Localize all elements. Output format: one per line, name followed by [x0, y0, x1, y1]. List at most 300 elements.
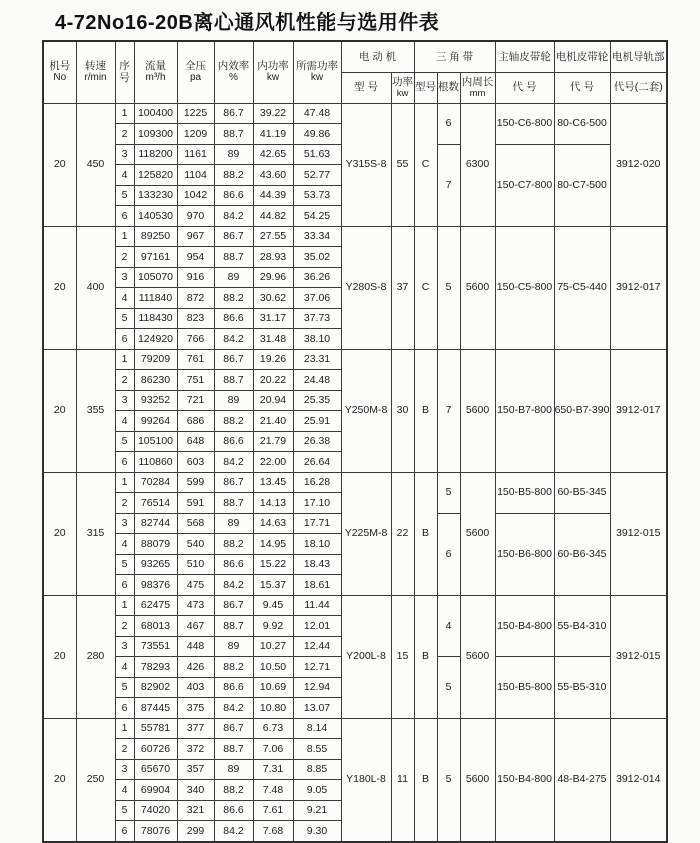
flow-cell: 140530 [134, 206, 177, 227]
motor-power-cell: 11 [391, 718, 414, 842]
pressure-cell: 766 [177, 329, 214, 350]
header-belt-count: 根数 [437, 72, 460, 103]
machine-no-cell: 20 [43, 595, 76, 718]
efficiency-cell: 88.2 [214, 780, 253, 801]
power-cell: 15.37 [253, 575, 293, 596]
header-motor-pulley-code: 代 号 [554, 72, 610, 103]
motor-power-cell: 55 [391, 103, 414, 226]
required-power-cell: 54.25 [293, 206, 341, 227]
pressure-cell: 340 [177, 780, 214, 801]
flow-cell: 100400 [134, 103, 177, 124]
belt-count-cell: 7 [437, 144, 460, 226]
required-power-cell: 36.26 [293, 267, 341, 288]
power-cell: 27.55 [253, 226, 293, 247]
main-pulley-cell: 150-C6-800 [495, 103, 554, 144]
efficiency-cell: 84.2 [214, 206, 253, 227]
required-power-cell: 18.61 [293, 575, 341, 596]
efficiency-cell: 86.6 [214, 554, 253, 575]
flow-cell: 88079 [134, 534, 177, 555]
belt-model-cell: C [414, 103, 437, 226]
required-power-cell: 9.21 [293, 800, 341, 821]
pressure-cell: 377 [177, 718, 214, 739]
efficiency-cell: 86.7 [214, 472, 253, 493]
power-cell: 31.48 [253, 329, 293, 350]
belt-count-cell: 4 [437, 595, 460, 657]
seq-cell: 6 [115, 575, 134, 596]
power-cell: 13.45 [253, 472, 293, 493]
seq-cell: 3 [115, 390, 134, 411]
efficiency-cell: 88.2 [214, 657, 253, 678]
required-power-cell: 49.86 [293, 124, 341, 145]
required-power-cell: 38.10 [293, 329, 341, 350]
efficiency-cell: 86.7 [214, 349, 253, 370]
motor-model-cell: Y315S-8 [341, 103, 391, 226]
flow-cell: 60726 [134, 739, 177, 760]
main-pulley-cell: 150-B7-800 [495, 349, 554, 472]
required-power-cell: 52.77 [293, 165, 341, 186]
required-power-cell: 37.73 [293, 308, 341, 329]
seq-cell: 1 [115, 226, 134, 247]
required-power-cell: 35.02 [293, 247, 341, 268]
efficiency-cell: 84.2 [214, 821, 253, 842]
required-power-cell: 18.43 [293, 554, 341, 575]
pressure-cell: 1161 [177, 144, 214, 165]
flow-cell: 105100 [134, 431, 177, 452]
header-seq: 序 号 [115, 41, 134, 103]
efficiency-cell: 89 [214, 144, 253, 165]
belt-count-cell: 5 [437, 226, 460, 349]
pressure-cell: 473 [177, 595, 214, 616]
pressure-cell: 1042 [177, 185, 214, 206]
motor-model-cell: Y280S-8 [341, 226, 391, 349]
flow-cell: 93265 [134, 554, 177, 575]
pressure-cell: 916 [177, 267, 214, 288]
pressure-cell: 448 [177, 636, 214, 657]
header-motor-pulley: 电机皮带轮 [554, 41, 610, 72]
power-cell: 22.00 [253, 452, 293, 473]
efficiency-cell: 86.7 [214, 103, 253, 124]
rail-code-cell: 3912-020 [610, 103, 667, 226]
flow-cell: 82902 [134, 677, 177, 698]
pressure-cell: 823 [177, 308, 214, 329]
flow-cell: 73551 [134, 636, 177, 657]
table-row [43, 226, 667, 247]
pressure-cell: 648 [177, 431, 214, 452]
pressure-cell: 375 [177, 698, 214, 719]
required-power-cell: 37.06 [293, 288, 341, 309]
table-header [43, 41, 667, 103]
motor-model-cell: Y250M-8 [341, 349, 391, 472]
power-cell: 29.96 [253, 267, 293, 288]
flow-cell: 118200 [134, 144, 177, 165]
motor-model-cell: Y180L-8 [341, 718, 391, 842]
power-cell: 7.31 [253, 759, 293, 780]
seq-cell: 5 [115, 800, 134, 821]
power-cell: 39.22 [253, 103, 293, 124]
pressure-cell: 467 [177, 616, 214, 637]
power-cell: 21.79 [253, 431, 293, 452]
required-power-cell: 12.71 [293, 657, 341, 678]
power-cell: 10.50 [253, 657, 293, 678]
power-cell: 7.48 [253, 780, 293, 801]
speed-cell: 280 [76, 595, 115, 718]
flow-cell: 78293 [134, 657, 177, 678]
seq-cell: 5 [115, 185, 134, 206]
seq-cell: 4 [115, 534, 134, 555]
header-belt-length: 内周长 mm [460, 72, 495, 103]
required-power-cell: 24.48 [293, 370, 341, 391]
pressure-cell: 603 [177, 452, 214, 473]
efficiency-cell: 84.2 [214, 575, 253, 596]
machine-no-cell: 20 [43, 472, 76, 595]
main-pulley-cell: 150-B5-800 [495, 472, 554, 513]
power-cell: 19.26 [253, 349, 293, 370]
efficiency-cell: 88.7 [214, 124, 253, 145]
efficiency-cell: 86.6 [214, 800, 253, 821]
speed-cell: 315 [76, 472, 115, 595]
efficiency-cell: 88.7 [214, 616, 253, 637]
pressure-cell: 599 [177, 472, 214, 493]
header-belt-group: 三 角 带 [414, 41, 495, 72]
power-cell: 43.60 [253, 165, 293, 186]
required-power-cell: 18.10 [293, 534, 341, 555]
flow-cell: 118430 [134, 308, 177, 329]
efficiency-cell: 84.2 [214, 698, 253, 719]
flow-cell: 70284 [134, 472, 177, 493]
seq-cell: 3 [115, 513, 134, 534]
table-row [43, 595, 667, 616]
efficiency-cell: 89 [214, 390, 253, 411]
belt-count-cell: 6 [437, 103, 460, 144]
flow-cell: 105070 [134, 267, 177, 288]
flow-cell: 55781 [134, 718, 177, 739]
belt-length-cell: 5600 [460, 472, 495, 595]
seq-cell: 2 [115, 739, 134, 760]
seq-cell: 6 [115, 698, 134, 719]
motor-pulley-cell: 48-B4-275 [554, 718, 610, 842]
power-cell: 31.17 [253, 308, 293, 329]
flow-cell: 79209 [134, 349, 177, 370]
belt-count-cell: 5 [437, 718, 460, 842]
belt-count-cell: 5 [437, 472, 460, 513]
header-main-pulley-code: 代 号 [495, 72, 554, 103]
rail-code-cell: 3912-017 [610, 226, 667, 349]
power-cell: 10.27 [253, 636, 293, 657]
pressure-cell: 761 [177, 349, 214, 370]
power-cell: 14.13 [253, 493, 293, 514]
rail-code-cell: 3912-015 [610, 472, 667, 595]
seq-cell: 2 [115, 247, 134, 268]
seq-cell: 4 [115, 288, 134, 309]
motor-pulley-cell: 75-C5-440 [554, 226, 610, 349]
seq-cell: 3 [115, 636, 134, 657]
header-required-power: 所需功率 kw [293, 41, 341, 103]
efficiency-cell: 86.7 [214, 226, 253, 247]
required-power-cell: 25.35 [293, 390, 341, 411]
flow-cell: 78076 [134, 821, 177, 842]
seq-cell: 5 [115, 677, 134, 698]
pressure-cell: 751 [177, 370, 214, 391]
pressure-cell: 568 [177, 513, 214, 534]
efficiency-cell: 84.2 [214, 452, 253, 473]
seq-cell: 4 [115, 411, 134, 432]
pressure-cell: 1104 [177, 165, 214, 186]
efficiency-cell: 88.7 [214, 493, 253, 514]
efficiency-cell: 88.2 [214, 288, 253, 309]
flow-cell: 86230 [134, 370, 177, 391]
power-cell: 7.61 [253, 800, 293, 821]
flow-cell: 89250 [134, 226, 177, 247]
required-power-cell: 26.38 [293, 431, 341, 452]
required-power-cell: 17.71 [293, 513, 341, 534]
flow-cell: 99264 [134, 411, 177, 432]
belt-model-cell: B [414, 349, 437, 472]
power-cell: 20.22 [253, 370, 293, 391]
pressure-cell: 321 [177, 800, 214, 821]
required-power-cell: 9.05 [293, 780, 341, 801]
power-cell: 9.45 [253, 595, 293, 616]
pressure-cell: 510 [177, 554, 214, 575]
motor-power-cell: 30 [391, 349, 414, 472]
required-power-cell: 13.07 [293, 698, 341, 719]
flow-cell: 98376 [134, 575, 177, 596]
required-power-cell: 8.85 [293, 759, 341, 780]
efficiency-cell: 89 [214, 513, 253, 534]
machine-no-cell: 20 [43, 226, 76, 349]
header-main-pulley: 主轴皮带轮 [495, 41, 554, 72]
page-title: 4-72No16-20B离心通风机性能与选用件表 [55, 12, 440, 34]
power-cell: 28.93 [253, 247, 293, 268]
motor-pulley-cell: 80-C7-500 [554, 144, 610, 226]
efficiency-cell: 88.2 [214, 411, 253, 432]
rail-code-cell: 3912-017 [610, 349, 667, 472]
required-power-cell: 9.30 [293, 821, 341, 842]
required-power-cell: 12.44 [293, 636, 341, 657]
header-power: 内功率 kw [253, 41, 293, 103]
main-pulley-cell: 150-B4-800 [495, 595, 554, 657]
power-cell: 7.68 [253, 821, 293, 842]
efficiency-cell: 88.7 [214, 370, 253, 391]
motor-pulley-cell: 80-C6-500 [554, 103, 610, 144]
pressure-cell: 967 [177, 226, 214, 247]
pressure-cell: 954 [177, 247, 214, 268]
seq-cell: 3 [115, 267, 134, 288]
required-power-cell: 8.14 [293, 718, 341, 739]
power-cell: 15.22 [253, 554, 293, 575]
main-pulley-cell: 150-B6-800 [495, 513, 554, 595]
flow-cell: 97161 [134, 247, 177, 268]
belt-length-cell: 5600 [460, 718, 495, 842]
efficiency-cell: 86.6 [214, 431, 253, 452]
power-cell: 30.62 [253, 288, 293, 309]
main-pulley-cell: 150-C5-800 [495, 226, 554, 349]
pressure-cell: 970 [177, 206, 214, 227]
flow-cell: 65670 [134, 759, 177, 780]
efficiency-cell: 89 [214, 267, 253, 288]
efficiency-cell: 86.6 [214, 185, 253, 206]
table-row [43, 349, 667, 370]
efficiency-cell: 88.2 [214, 534, 253, 555]
belt-length-cell: 5600 [460, 595, 495, 718]
power-cell: 21.40 [253, 411, 293, 432]
belt-model-cell: B [414, 718, 437, 842]
belt-count-cell: 6 [437, 513, 460, 595]
seq-cell: 1 [115, 349, 134, 370]
table-body [43, 103, 667, 842]
seq-cell: 2 [115, 493, 134, 514]
flow-cell: 87445 [134, 698, 177, 719]
flow-cell: 111840 [134, 288, 177, 309]
speed-cell: 400 [76, 226, 115, 349]
seq-cell: 4 [115, 780, 134, 801]
power-cell: 6.73 [253, 718, 293, 739]
power-cell: 14.63 [253, 513, 293, 534]
header-motor-model: 型 号 [341, 72, 391, 103]
seq-cell: 2 [115, 616, 134, 637]
pressure-cell: 403 [177, 677, 214, 698]
seq-cell: 2 [115, 124, 134, 145]
required-power-cell: 17.10 [293, 493, 341, 514]
efficiency-cell: 84.2 [214, 329, 253, 350]
efficiency-cell: 88.7 [214, 739, 253, 760]
motor-pulley-cell: 60-B5-345 [554, 472, 610, 513]
power-cell: 20.94 [253, 390, 293, 411]
header-motor-group: 电 动 机 [341, 41, 414, 72]
performance-table [42, 40, 668, 843]
belt-count-cell: 5 [437, 657, 460, 719]
header-pressure: 全压 pa [177, 41, 214, 103]
flow-cell: 133230 [134, 185, 177, 206]
belt-length-cell: 5600 [460, 226, 495, 349]
pressure-cell: 1209 [177, 124, 214, 145]
motor-power-cell: 37 [391, 226, 414, 349]
seq-cell: 5 [115, 308, 134, 329]
flow-cell: 125820 [134, 165, 177, 186]
pressure-cell: 372 [177, 739, 214, 760]
power-cell: 41.19 [253, 124, 293, 145]
efficiency-cell: 86.6 [214, 677, 253, 698]
speed-cell: 450 [76, 103, 115, 226]
header-rail-code: 代号(二套) [610, 72, 667, 103]
header-flow: 流量 m³/h [134, 41, 177, 103]
main-pulley-cell: 150-C7-800 [495, 144, 554, 226]
flow-cell: 82744 [134, 513, 177, 534]
power-cell: 44.82 [253, 206, 293, 227]
pressure-cell: 357 [177, 759, 214, 780]
required-power-cell: 12.94 [293, 677, 341, 698]
required-power-cell: 8.55 [293, 739, 341, 760]
machine-no-cell: 20 [43, 718, 76, 842]
seq-cell: 2 [115, 370, 134, 391]
pressure-cell: 540 [177, 534, 214, 555]
efficiency-cell: 86.7 [214, 595, 253, 616]
seq-cell: 5 [115, 431, 134, 452]
seq-cell: 6 [115, 329, 134, 350]
motor-pulley-cell: 55-B5-310 [554, 657, 610, 719]
rail-code-cell: 3912-014 [610, 718, 667, 842]
power-cell: 42.65 [253, 144, 293, 165]
required-power-cell: 12.01 [293, 616, 341, 637]
pressure-cell: 1225 [177, 103, 214, 124]
required-power-cell: 26.64 [293, 452, 341, 473]
header-machine-no: 机号 No [43, 41, 76, 103]
belt-model-cell: B [414, 472, 437, 595]
motor-model-cell: Y225M-8 [341, 472, 391, 595]
header-motor-power: 功率 kw [391, 72, 414, 103]
motor-pulley-cell: 650-B7-390 [554, 349, 610, 472]
rail-code-cell: 3912-015 [610, 595, 667, 718]
power-cell: 10.80 [253, 698, 293, 719]
required-power-cell: 47.48 [293, 103, 341, 124]
flow-cell: 74020 [134, 800, 177, 821]
power-cell: 14.95 [253, 534, 293, 555]
table-row [43, 472, 667, 493]
speed-cell: 250 [76, 718, 115, 842]
page [0, 6, 700, 837]
header-belt-model: 型号 [414, 72, 437, 103]
efficiency-cell: 89 [214, 636, 253, 657]
machine-no-cell: 20 [43, 103, 76, 226]
header-rail: 电机导轨部 [610, 41, 667, 72]
motor-pulley-cell: 55-B4-310 [554, 595, 610, 657]
flow-cell: 93252 [134, 390, 177, 411]
main-pulley-cell: 150-B4-800 [495, 718, 554, 842]
motor-model-cell: Y200L-8 [341, 595, 391, 718]
required-power-cell: 11.44 [293, 595, 341, 616]
flow-cell: 69904 [134, 780, 177, 801]
seq-cell: 6 [115, 206, 134, 227]
seq-cell: 3 [115, 759, 134, 780]
efficiency-cell: 88.2 [214, 165, 253, 186]
pressure-cell: 299 [177, 821, 214, 842]
power-cell: 10.69 [253, 677, 293, 698]
flow-cell: 110860 [134, 452, 177, 473]
table-row [43, 718, 667, 739]
seq-cell: 1 [115, 595, 134, 616]
flow-cell: 68013 [134, 616, 177, 637]
efficiency-cell: 86.7 [214, 718, 253, 739]
pressure-cell: 686 [177, 411, 214, 432]
power-cell: 44.39 [253, 185, 293, 206]
motor-pulley-cell: 60-B6-345 [554, 513, 610, 595]
belt-model-cell: C [414, 226, 437, 349]
required-power-cell: 16.28 [293, 472, 341, 493]
seq-cell: 6 [115, 821, 134, 842]
speed-cell: 355 [76, 349, 115, 472]
belt-length-cell: 5600 [460, 349, 495, 472]
header-speed: 转速 r/min [76, 41, 115, 103]
efficiency-cell: 88.7 [214, 247, 253, 268]
flow-cell: 76514 [134, 493, 177, 514]
efficiency-cell: 89 [214, 759, 253, 780]
belt-count-cell: 7 [437, 349, 460, 472]
seq-cell: 6 [115, 452, 134, 473]
required-power-cell: 53.73 [293, 185, 341, 206]
seq-cell: 1 [115, 472, 134, 493]
required-power-cell: 23.31 [293, 349, 341, 370]
seq-cell: 4 [115, 165, 134, 186]
header-efficiency: 内效率 % [214, 41, 253, 103]
power-cell: 7.06 [253, 739, 293, 760]
seq-cell: 5 [115, 554, 134, 575]
main-pulley-cell: 150-B5-800 [495, 657, 554, 719]
power-cell: 9.92 [253, 616, 293, 637]
seq-cell: 1 [115, 718, 134, 739]
efficiency-cell: 86.6 [214, 308, 253, 329]
flow-cell: 62475 [134, 595, 177, 616]
seq-cell: 3 [115, 144, 134, 165]
pressure-cell: 872 [177, 288, 214, 309]
